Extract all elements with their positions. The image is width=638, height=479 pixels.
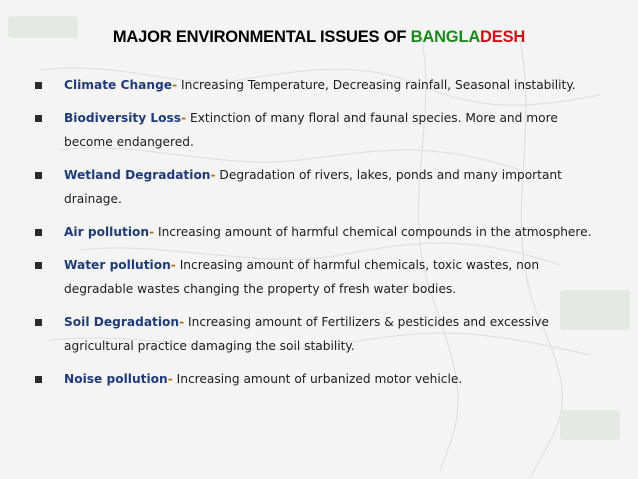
issue-item-soil-degradation	[32, 311, 592, 358]
issue-separator: -	[210, 168, 216, 183]
issue-item-wetland-degradation	[32, 164, 592, 211]
square-bullet-icon	[35, 82, 42, 89]
issue-name: Noise pollution	[64, 372, 168, 387]
issue-description: Increasing amount of harmful chemicals, toxic wastes, non degradable wastes changing the property of fresh water bodies.	[64, 258, 540, 296]
issue-description: Increasing amount of Fertilizers & pesticides and excessive agricultural practice damaging the soil stability.	[64, 315, 550, 353]
issue-item-water-pollution	[32, 254, 592, 301]
square-bullet-icon	[35, 229, 42, 236]
issue-separator: -	[172, 78, 178, 92]
issue-name: Soil Degradation	[64, 315, 180, 330]
issue-description: Increasing amount of urbanized motor vehicle.	[172, 372, 463, 387]
issue-separator: -	[181, 111, 187, 126]
issue-item-noise-pollution	[32, 368, 592, 391]
issue-separator: -	[170, 258, 176, 273]
issue-separator: -	[149, 225, 155, 240]
issue-name: Water pollution	[64, 258, 171, 273]
square-bullet-icon	[35, 172, 42, 179]
issue-item-biodiversity-loss	[32, 107, 592, 154]
issue-item-air-pollution	[32, 221, 592, 244]
title-bangla-text: BANGLA	[410, 28, 481, 46]
issue-description: Increasing Temperature, Decreasing rainfall, Seasonal instability.	[177, 78, 576, 92]
square-bullet-icon	[35, 376, 42, 383]
issue-description: Extinction of many floral and faunal species. More and more become endangered.	[64, 111, 558, 149]
issue-name: Climate Change	[64, 78, 173, 92]
slide-title	[0, 28, 638, 47]
issue-item-climate-change	[32, 74, 592, 97]
title-desh-text: DESH	[480, 28, 526, 46]
square-bullet-icon	[35, 115, 42, 122]
title-main-text: MAJOR ENVIRONMENTAL ISSUES OF	[112, 28, 411, 46]
square-bullet-icon	[35, 319, 42, 326]
square-bullet-icon	[35, 262, 42, 269]
issue-name: Air pollution	[64, 225, 150, 240]
issue-description: Increasing amount of harmful chemical compounds in the atmosphere.	[154, 225, 592, 240]
issue-separator: -	[179, 315, 185, 330]
issue-description: Degradation of rivers, lakes, ponds and many important drainage.	[64, 168, 562, 206]
issue-list	[32, 74, 592, 401]
issue-name: Wetland Degradation	[64, 168, 211, 183]
issue-separator: -	[167, 372, 173, 387]
issue-name: Biodiversity Loss	[64, 111, 182, 126]
